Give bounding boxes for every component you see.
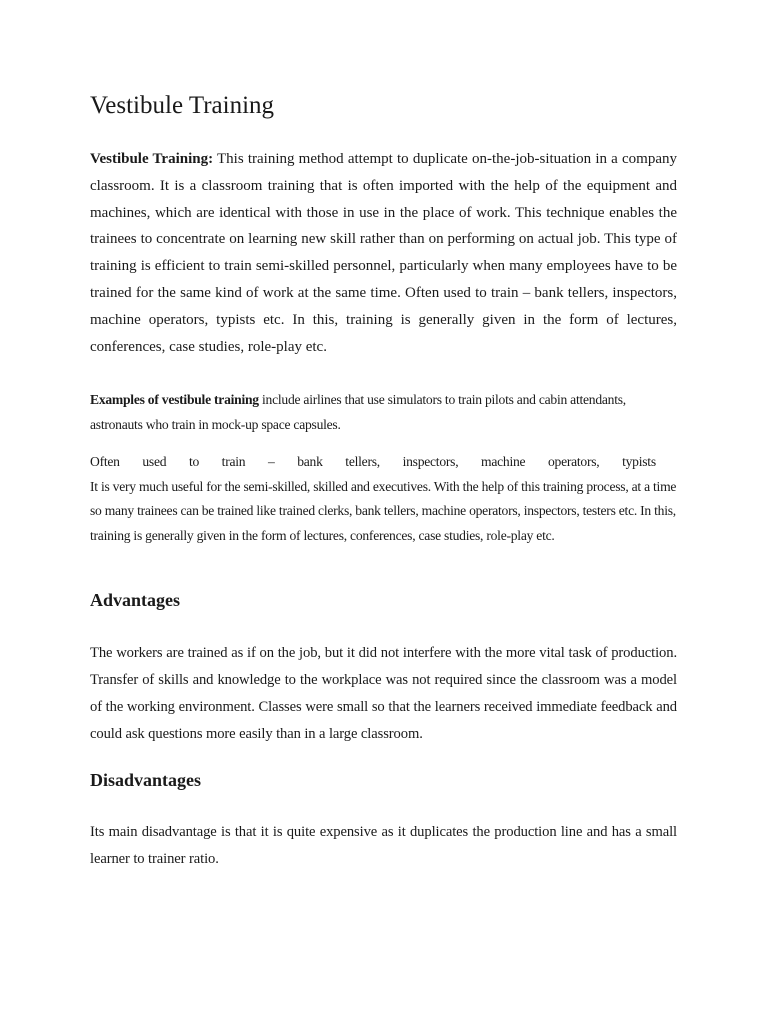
- often-word: tellers,: [345, 454, 380, 469]
- intro-label: Vestibule Training:: [90, 151, 214, 167]
- often-word: machine: [481, 454, 526, 469]
- often-paragraph: [90, 450, 677, 548]
- often-word: used: [142, 454, 167, 469]
- examples-text: include airlines that use simulators to train pilots and cabin attendants, astronauts who train in mock-up space capsules.: [90, 392, 626, 432]
- often-line: [90, 450, 656, 475]
- often-word: Often: [90, 454, 120, 469]
- often-word: bank: [297, 454, 323, 469]
- intro-text: This training method attempt to duplicate on-the-job-situation in a company classroom. It is a classroom training that is often imported with the help of the equipment and machines, which are identical with those in use in the place of work. This technique enables the trainees to concentrate on learning new skill rather than on performing on actual job. This type of training is efficient to train semi-skilled personnel, particularly when many employees have to be trained for the same kind of work at the same time. Often used to train – bank tellers, inspectors, machine operators, typists etc. In this, training is generally given in the form of lectures, conferences, case studies, role-play etc.: [90, 151, 677, 355]
- often-word: inspectors,: [402, 454, 459, 469]
- examples-paragraph: [90, 388, 677, 437]
- advantages-paragraph: The workers are trained as if on the job, but it did not interfere with the more vital task of production. Transfer of skills and knowledge to the workplace was not required since the classroom was a model of the working environment. Classes were small so that the learners received immediate feedback and could ask questions more easily than in a large classroom.: [90, 645, 677, 742]
- often-word: typists: [622, 454, 656, 469]
- often-word: operators,: [547, 454, 600, 469]
- advantages-heading: Advantages: [90, 590, 181, 610]
- examples-label: Examples of vestibule training: [90, 392, 259, 407]
- often-text: It is very much useful for the semi-skilled, skilled and executives. With the help of this training process, at a time so many trainees can be trained like trained clerks, bank tellers, machine operators, inspectors, testers etc. In this, training is generally given in the form of lectures, conferences, case studies, role-play etc.: [90, 478, 677, 543]
- disadvantages-paragraph: Its main disadvantage is that it is quite expensive as it duplicates the production line and has a small learner to trainer ratio.: [90, 824, 677, 867]
- intro-paragraph: [90, 146, 677, 360]
- often-word: –: [268, 454, 275, 469]
- often-word: train: [221, 454, 246, 469]
- often-word: to: [188, 454, 200, 469]
- disadvantages-heading: Disadvantages: [90, 770, 202, 790]
- page-title: Vestibule Training: [90, 92, 275, 119]
